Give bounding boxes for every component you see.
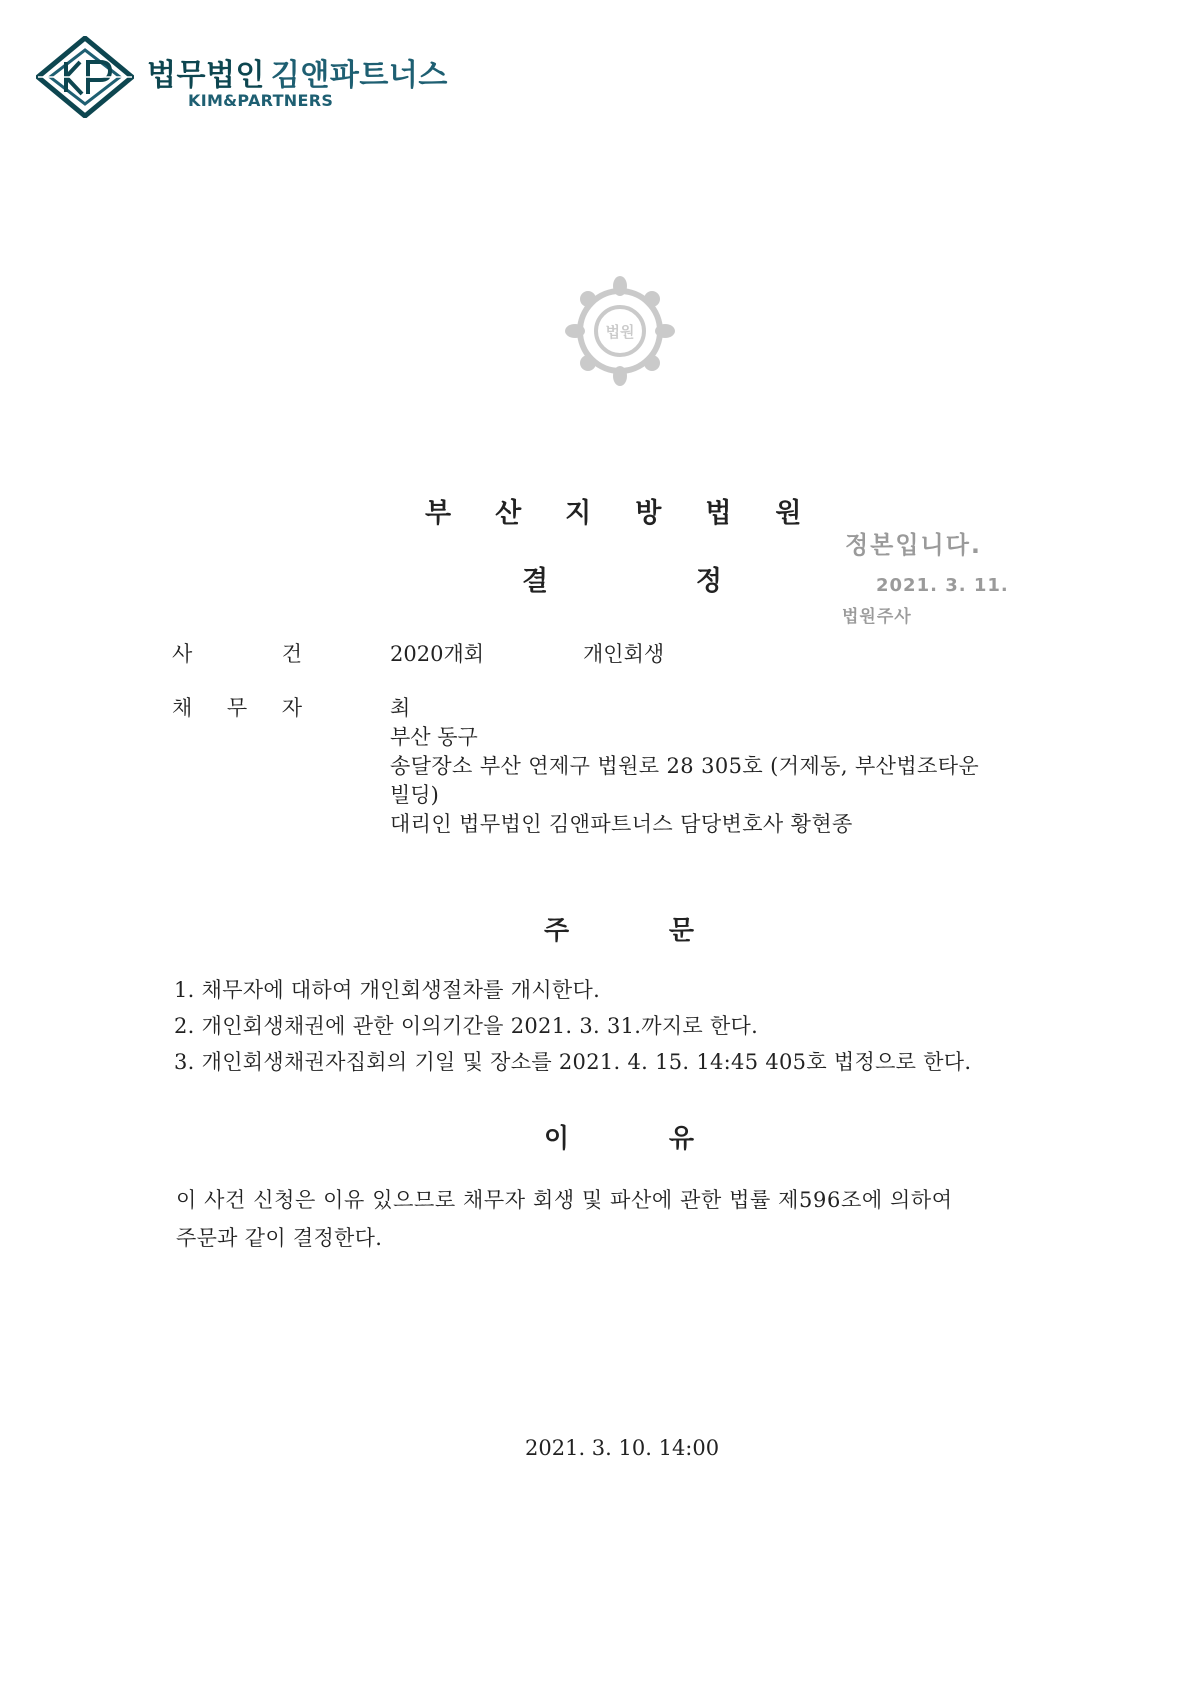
certified-copy-stamp: 정본입니다. <box>845 531 983 559</box>
reason-text-cont: 주문과 같이 결정한다. <box>176 1226 383 1250</box>
order-item: 2. 개인회생채권에 관한 이의기간을 2021. 3. 31.까지로 한다. <box>174 1014 759 1038</box>
case-label-char: 건 <box>281 642 302 666</box>
certified-copy-date: 2021. 3. 11. <box>876 575 1009 596</box>
case-label-char: 사 <box>172 642 193 666</box>
case-label <box>172 638 302 668</box>
court-seal-label: 법원 <box>605 323 635 341</box>
firm-logo-icon <box>36 36 134 118</box>
court-seal-icon <box>565 276 675 386</box>
order-item: 1. 채무자에 대하여 개인회생절차를 개시한다. <box>174 978 601 1002</box>
reason-heading <box>544 1118 694 1155</box>
order-item: 3. 개인회생채권자집회의 기일 및 장소를 2021. 4. 15. 14:45 405호 법정으로 한다. <box>174 1050 972 1074</box>
case-number: 2020개회 <box>390 642 485 666</box>
debtor-label-char: 채 <box>172 696 193 720</box>
debtor-agent: 대리인 법무법인 김앤파트너스 담당변호사 황현종 <box>390 812 853 836</box>
case-type: 개인회생 <box>583 642 665 666</box>
debtor-label-char: 무 <box>226 696 248 720</box>
debtor-label <box>172 692 302 722</box>
court-name: 부산지방법원 <box>425 498 846 529</box>
reason-heading-char: 이 <box>544 1124 570 1154</box>
firm-name-main: 김앤파트너스 <box>270 58 448 93</box>
debtor-name: 최 <box>390 696 411 720</box>
firm-name-prefix: 법무법인 <box>147 58 265 93</box>
order-heading-char: 주 <box>544 916 570 946</box>
debtor-service-address: 송달장소 부산 연제구 법원로 28 305호 (거제동, 부산법조타운 <box>390 754 980 778</box>
debtor-service-address-cont: 빌딩) <box>390 783 439 807</box>
document-title <box>522 559 722 598</box>
reason-heading-char: 유 <box>668 1124 694 1154</box>
firm-name-korean <box>147 50 448 94</box>
decision-datetime: 2021. 3. 10. 14:00 <box>525 1436 720 1460</box>
reason-text: 이 사건 신청은 이유 있으므로 채무자 회생 및 파산에 관한 법률 제596조에 의하여 <box>176 1188 953 1212</box>
debtor-label-char: 자 <box>281 696 302 720</box>
document-title-right: 정 <box>695 566 722 597</box>
debtor-address: 부산 동구 <box>390 725 478 749</box>
order-heading <box>544 910 694 947</box>
firm-name-english: KIM&PARTNERS <box>188 91 334 110</box>
certified-copy-clerk: 법원주사 <box>842 607 912 627</box>
document-title-left: 결 <box>522 566 549 597</box>
order-heading-char: 문 <box>668 916 694 946</box>
